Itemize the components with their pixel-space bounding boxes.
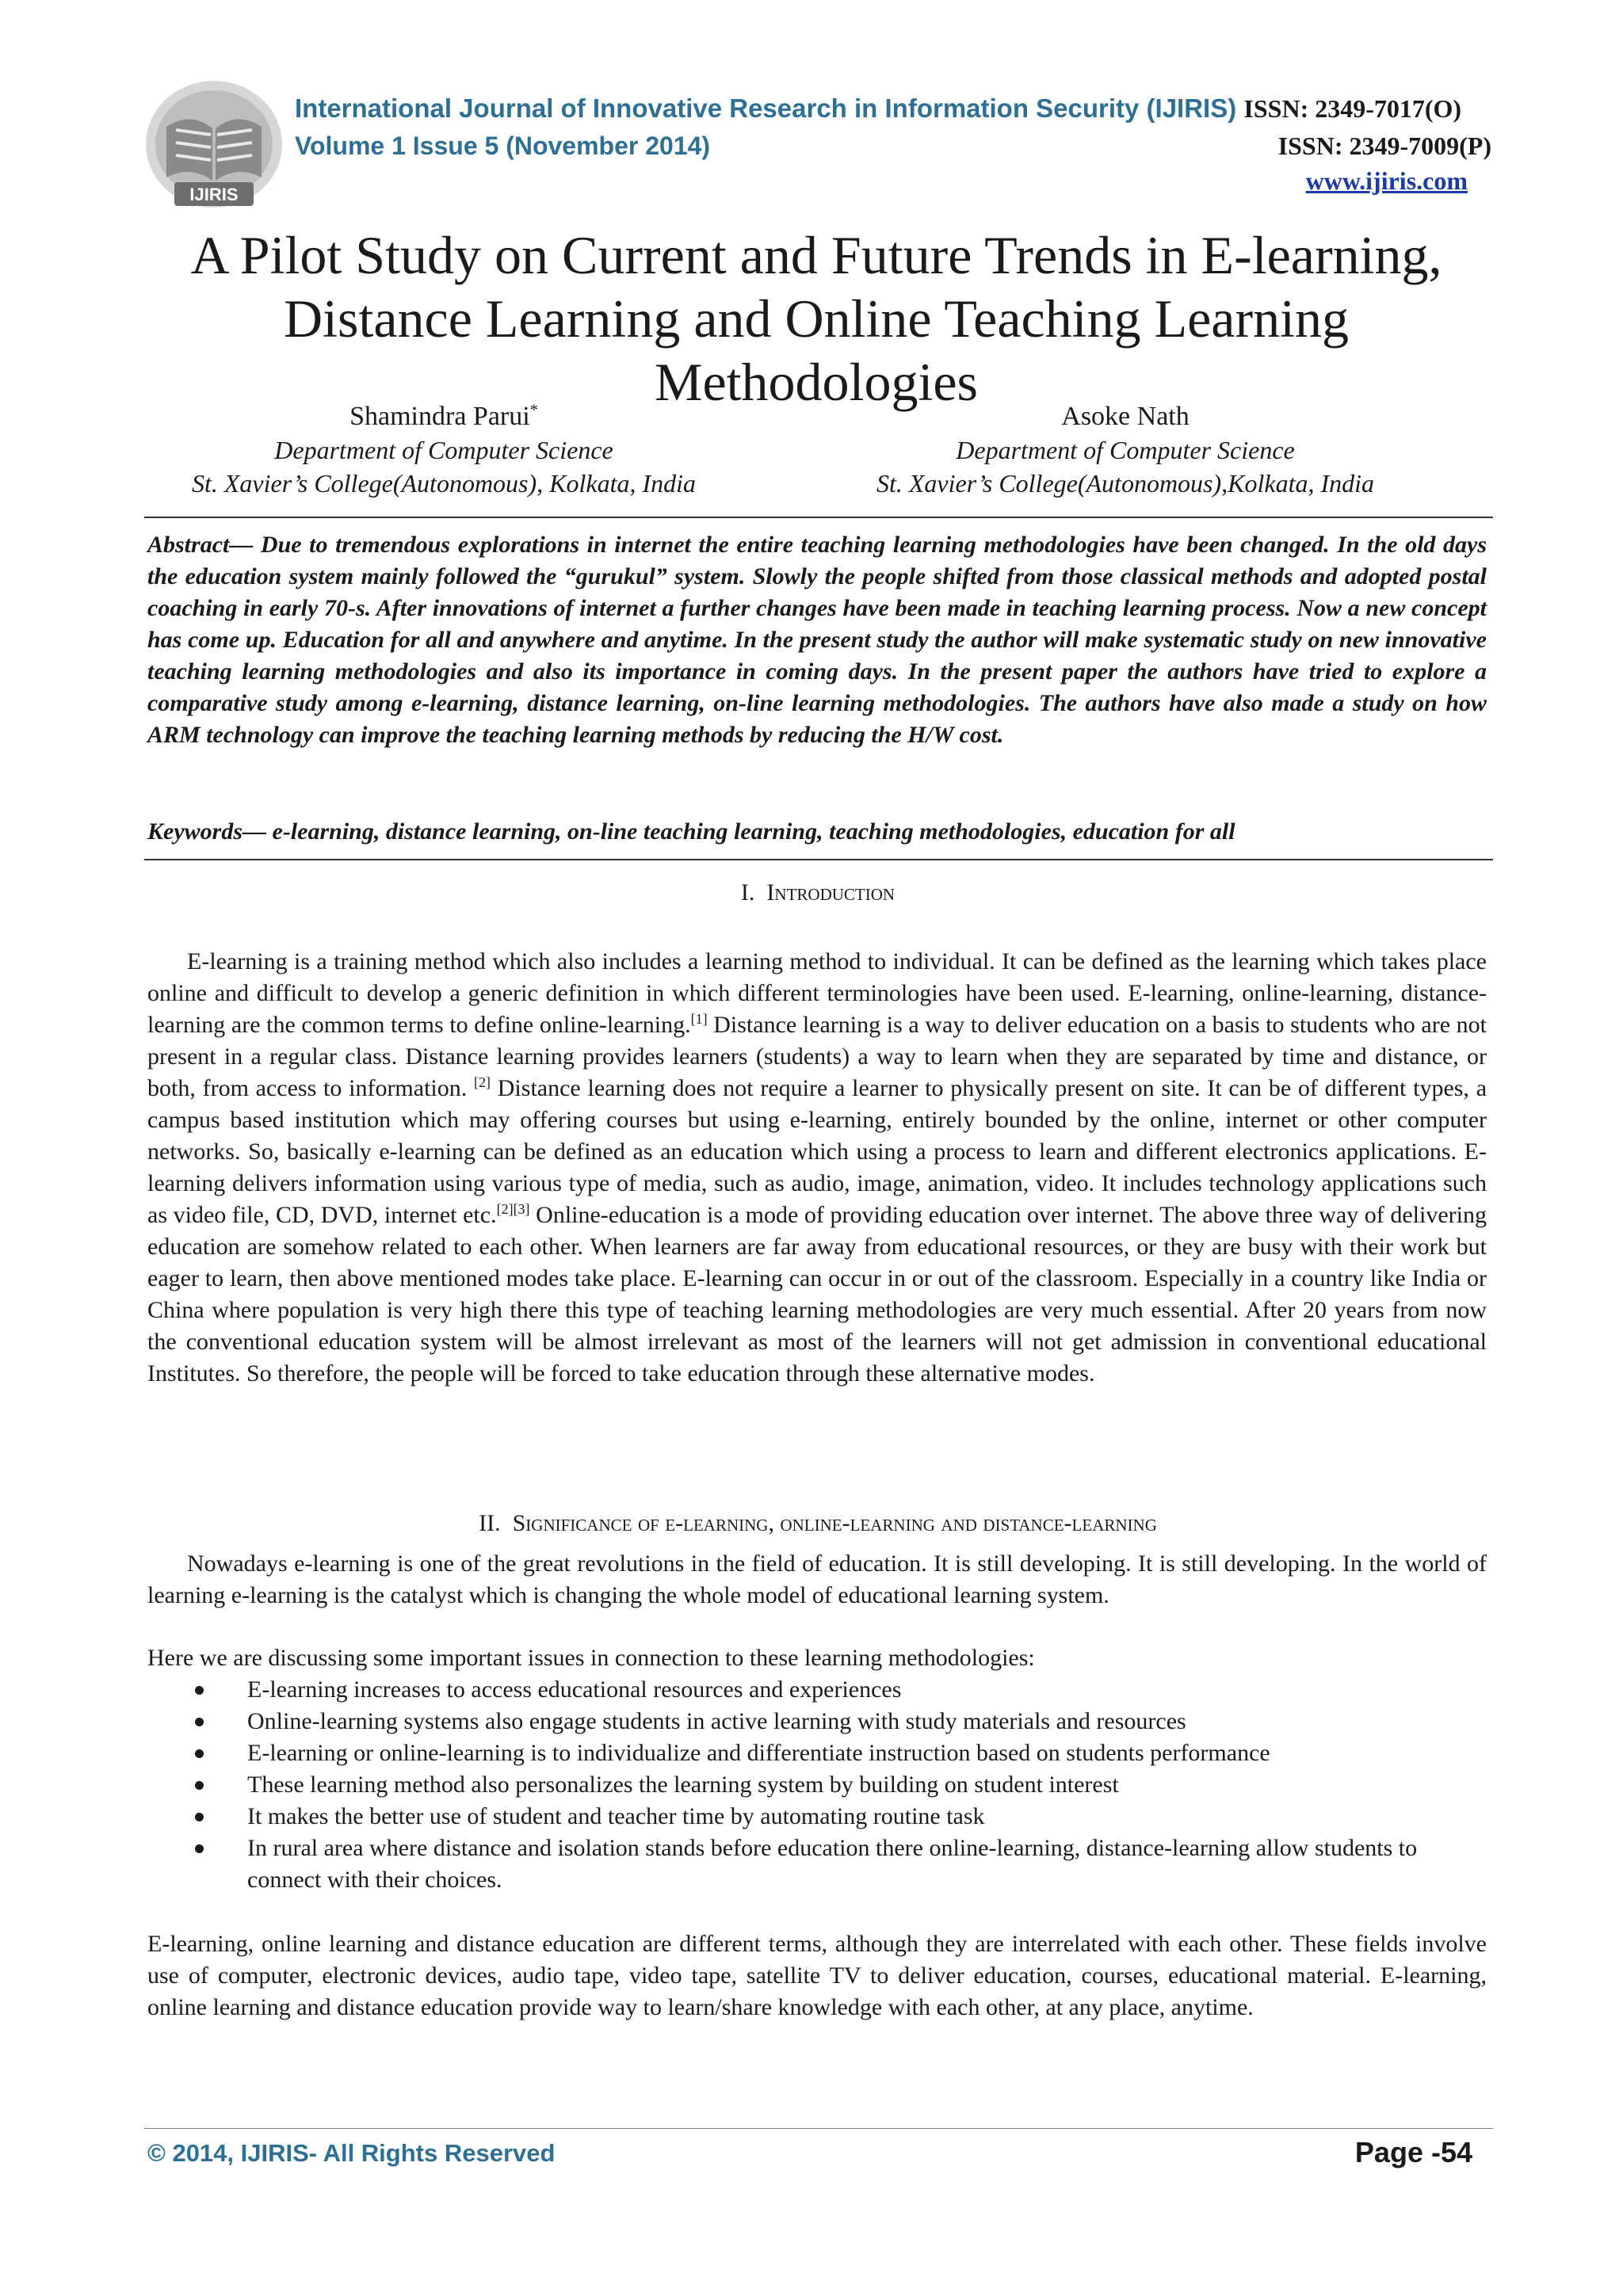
title-line-3: Methodologies — [655, 352, 978, 412]
section-title: Significance of e-learning, online-learning and distance-learning — [512, 1510, 1157, 1536]
section-heading-introduction — [144, 879, 1491, 906]
list-item — [147, 1706, 1487, 1737]
journal-title: International Journal of Innovative Research in Information Security (IJIRIS) — [295, 93, 1237, 123]
intro-text-c: Distance learning does not require a learner to physically present on site. It can be of different types, a campus based institution which may offering courses but using e-learning, entirely bounded by the online, internet or other computer networks. So, basically e-learning can be defined as an education which using a process to learn and different electronics applications. E-learning delivers information using various type of media, such as audio, image, animation, video. It includes technology applications such as video file, CD, DVD, internet etc. — [147, 1075, 1487, 1228]
page-number: Page -54 — [1354, 2136, 1472, 2168]
significance-paragraph-2: Here we are discussing some important issues in connection to these learning methodologies: — [147, 1645, 1035, 1671]
list-item — [147, 1769, 1487, 1801]
footer-divider — [144, 2128, 1493, 2129]
list-item-text: E-learning or online-learning is to individualize and differentiate instruction based on students performance — [247, 1740, 1270, 1766]
intro-text-a: E-learning is a training method which also includes a learning method to individual. It can be defined as the learning which takes place online and difficult to develop a generic definition in which different terminologies have been used. E-learning, online-learning, distance-learning are the common terms to define online-learning. — [147, 948, 1487, 1038]
list-item — [147, 1833, 1487, 1896]
author-name: Shamindra Parui — [349, 402, 530, 431]
journal-website-link[interactable]: www.ijiris.com — [1305, 166, 1468, 195]
bullet-icon — [195, 1686, 204, 1695]
bullet-icon — [195, 1781, 204, 1790]
abstract-label: Abstract— — [147, 532, 254, 558]
title-line-2: Distance Learning and Online Teaching Learning — [283, 288, 1350, 349]
bullet-icon — [195, 1718, 204, 1726]
author-institution: St. Xavier’s College(Autonomous), Kolkata, India — [191, 469, 697, 498]
significance-paragraph-3: E-learning, online learning and distance education are different terms, although they are interrelated with each other. These fields involve use of computer, electronic devices, audio tape, video tape, satellite TV to deliver education, courses, educational material. E-learning, online learning and distance education provide way to learn/share knowledge with each other, at any place, anytime. — [147, 1931, 1487, 2020]
logo-text: IJIRIS — [189, 185, 239, 204]
list-item-text: It makes the better use of student and teacher time by automating routine task — [247, 1803, 985, 1829]
abstract-text: Due to tremendous explorations in internet the entire teaching learning methodologies have been changed. In the old days the education system mainly followed the “gurukul” system. Slowly the people shifted from those classical methods and adopted postal coaching in early 70-s. After innovations of internet a further changes have been made in teaching learning process. Now a new concept has come up. Education for all and anywhere and anytime. In the present study the author will make systematic study on new innovative teaching learning methodologies and also its importance in coming days. In the present paper the authors have tried to explore a comparative study among e-learning, distance learning, on-line learning methodologies. The authors have also made a study on how ARM technology can improve the teaching learning methods by reducing the H/W cost. — [147, 532, 1487, 748]
bullet-icon — [195, 1813, 204, 1821]
section-heading-significance — [144, 1510, 1491, 1537]
keywords-text: e-learning, distance learning, on-line teaching learning, teaching methodologies, education for all — [266, 818, 1235, 845]
journal-volume: Volume 1 Issue 5 (November 2014) — [295, 132, 711, 160]
section-title: Introduction — [766, 879, 896, 906]
significance-paragraph-1: Nowadays e-learning is one of the great revolutions in the field of education. It is still developing. It is still developing. In the world of learning e-learning is the catalyst which is changing the whole model of educational learning system. — [147, 1550, 1487, 1608]
author-name: Asoke Nath — [1061, 402, 1190, 431]
list-item-text: Online-learning systems also engage students in active learning with study materials and resources — [247, 1708, 1186, 1734]
bullet-icon — [195, 1844, 204, 1853]
list-item — [147, 1737, 1487, 1769]
copyright-notice: © 2014, IJIRIS- All Rights Reserved — [147, 2139, 556, 2167]
list-item — [147, 1801, 1487, 1833]
divider-keywords — [144, 859, 1493, 860]
section-number: II. — [479, 1510, 501, 1536]
keywords-label: Keywords— — [147, 818, 266, 845]
issn-online: ISSN: 2349-7017(O) — [1243, 94, 1462, 123]
author-block-1 — [143, 400, 745, 500]
corresponding-mark: * — [529, 401, 538, 419]
intro-text-b: Distance learning is a way to deliver education on a basis to students who are not present in a regular class. Distance learning provides learners (students) a way to learn when they are separated by time and distance, or both, from access to information. — [147, 1012, 1487, 1101]
list-item-text: In rural area where distance and isolation stands before education there online-learning, distance-learning allow students to connect with their choices. — [247, 1835, 1418, 1893]
keywords — [147, 816, 1487, 848]
title-line-1: A Pilot Study on Current and Future Trends in E-learning, — [190, 225, 1442, 285]
citation-2[interactable]: [2] — [474, 1074, 491, 1090]
citation-2-3[interactable]: [2][3] — [496, 1201, 530, 1217]
list-item-text: E-learning increases to access educational resources and experiences — [247, 1676, 902, 1703]
intro-text-d: Online-education is a mode of providing education over internet. The above three way of delivering education are somehow related to each other. When learners are far away from educational resources, or they are busy with their work but eager to learn, then above mentioned modes take place. E-learning can occur in or out of the classroom. Especially in a country like India or China where population is very high there this type of teaching learning methodologies are very much essential. After 20 years from now the conventional education system will be almost irrelevant as most of the learners will not get admission in conventional educational Institutes. So therefore, the people will be forced to take education through these alternative modes. — [147, 1202, 1487, 1386]
author-department: Department of Computer Science — [274, 436, 613, 464]
bullet-icon — [195, 1749, 204, 1758]
section-number: I. — [740, 879, 755, 906]
list-item — [147, 1674, 1487, 1706]
author-institution: St. Xavier’s College(Autonomous),Kolkata, India — [876, 469, 1375, 498]
journal-name — [295, 93, 1461, 124]
divider-top — [144, 517, 1493, 518]
abstract — [147, 529, 1487, 751]
author-department: Department of Computer Science — [956, 436, 1295, 464]
citation-1[interactable]: [1] — [690, 1011, 708, 1027]
issn-print: ISSN: 2349-7009(P) — [1277, 132, 1491, 160]
list-item-text: These learning method also personalizes the learning system by building on student interest — [247, 1772, 1119, 1798]
journal-logo — [143, 79, 285, 214]
paper-title — [143, 223, 1490, 414]
introduction-paragraph — [147, 946, 1487, 1390]
significance-bullet-list — [147, 1674, 1487, 1896]
author-block-2 — [824, 400, 1426, 500]
